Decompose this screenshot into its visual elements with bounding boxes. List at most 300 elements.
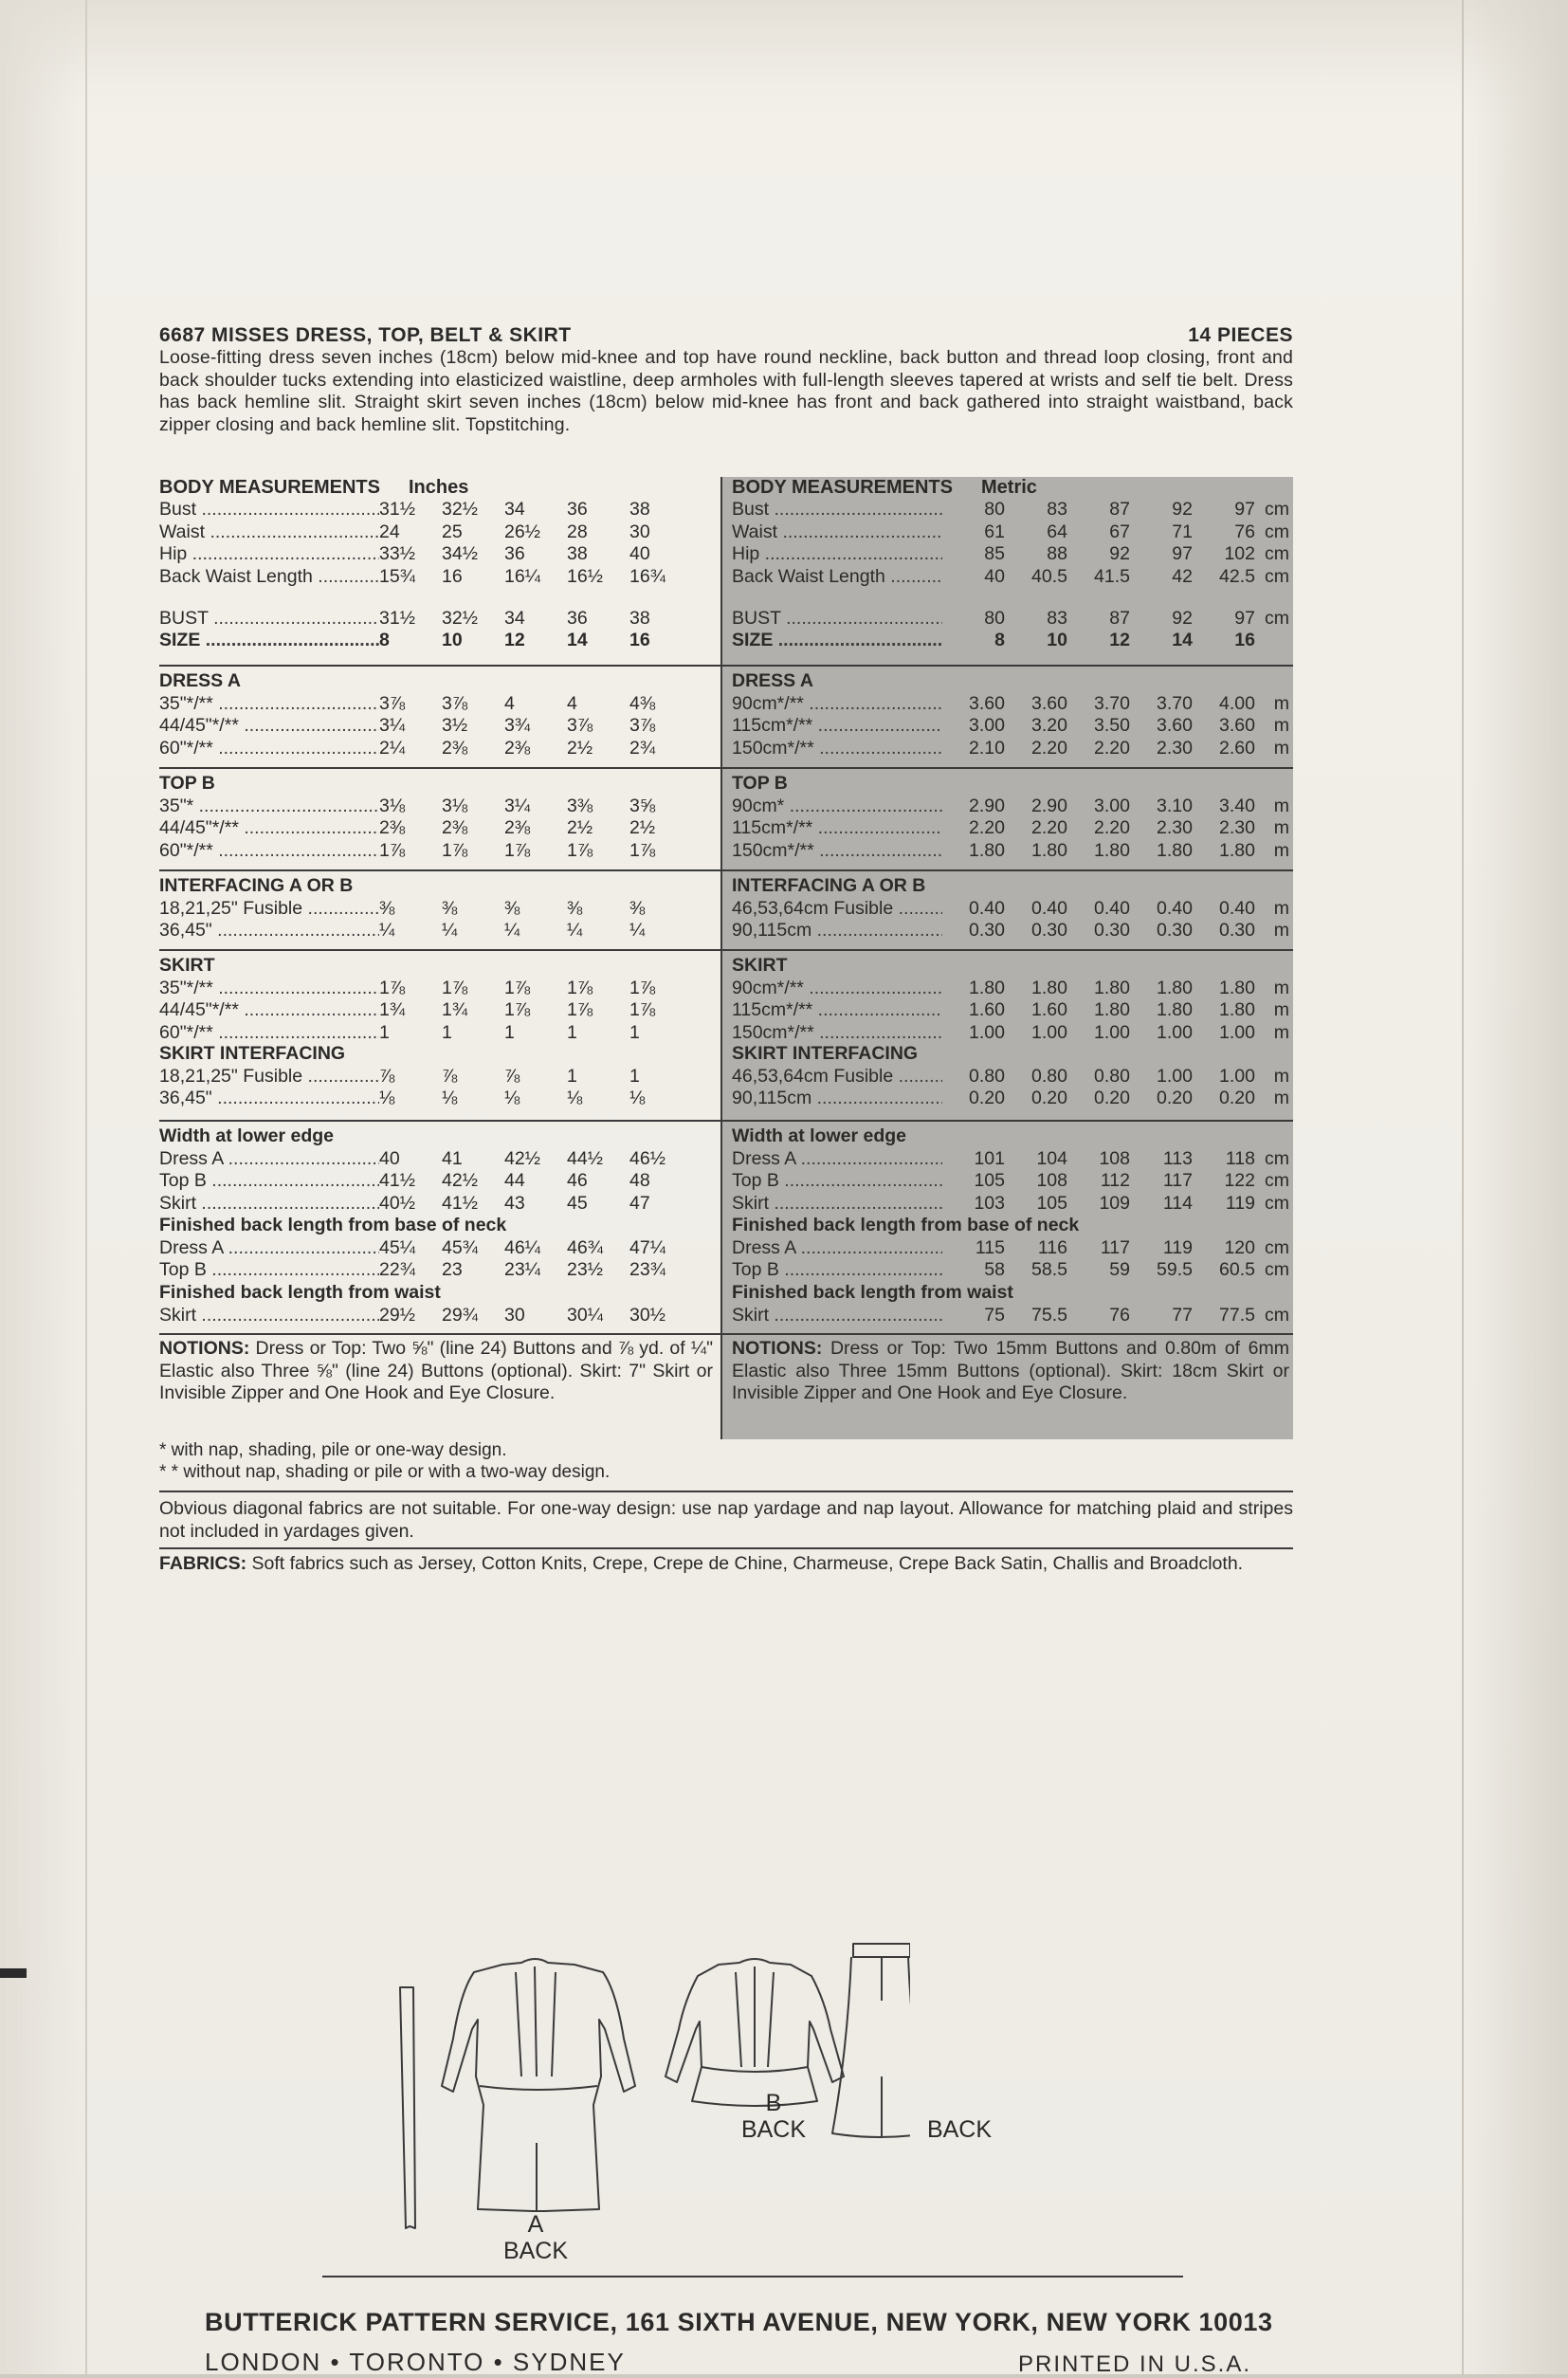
size-value: ¼ bbox=[567, 920, 583, 941]
size-value: 1 bbox=[567, 1065, 577, 1087]
size-value: 3.70 bbox=[1157, 692, 1193, 714]
table-row bbox=[159, 543, 719, 566]
size-value: 92 bbox=[1109, 543, 1130, 564]
size-value: ⅛ bbox=[442, 1088, 458, 1108]
size-value: 0.40 bbox=[969, 897, 1005, 919]
section-top-b bbox=[159, 773, 719, 862]
group-heading-row bbox=[159, 875, 719, 898]
group-heading-row bbox=[159, 1125, 719, 1148]
size-value: 3.60 bbox=[969, 692, 1005, 714]
size-value: 46¼ bbox=[504, 1236, 540, 1258]
unit-label: m bbox=[1273, 1021, 1289, 1043]
table-row bbox=[732, 817, 1289, 840]
size-value: ⅞ bbox=[379, 1065, 395, 1087]
group-heading: SKIRT INTERFACING bbox=[732, 1043, 919, 1064]
group-heading-row bbox=[159, 1215, 719, 1237]
size-value: 1.60 bbox=[1031, 999, 1067, 1020]
size-value: 1.00 bbox=[1219, 1021, 1255, 1043]
row-label: BUST ..... bbox=[159, 608, 379, 631]
size-value: 25 bbox=[442, 521, 463, 542]
table-row bbox=[732, 608, 1289, 631]
size-value: 3⅛ bbox=[442, 795, 468, 816]
label-b-back: BACK bbox=[740, 2116, 807, 2143]
table-heading-row bbox=[159, 477, 719, 500]
printed-in: PRINTED IN U.S.A. bbox=[1018, 2351, 1252, 2377]
size-value: 0.20 bbox=[1157, 1088, 1193, 1108]
size-value: 3⅞ bbox=[379, 692, 406, 714]
section-skirt-interfacing bbox=[159, 1043, 719, 1110]
row-label: Top B ..... bbox=[159, 1170, 379, 1193]
section-bust bbox=[159, 608, 719, 631]
size-value: 76 bbox=[1234, 521, 1255, 542]
group-heading: DRESS A bbox=[159, 670, 241, 691]
group-heading-row bbox=[159, 773, 719, 796]
unit-label: cm bbox=[1265, 1304, 1289, 1326]
size-value: 23 bbox=[442, 1259, 463, 1280]
size-value: 45 bbox=[567, 1192, 588, 1214]
notions-text: Dress or Top: Two 15mm Buttons and 0.80m of 6mm Elastic also Three 15mm Buttons (optional). Skirt: 18cm Skirt or Invisible Zipper and One Hook and Eye Closure. bbox=[732, 1338, 1289, 1403]
row-values bbox=[942, 1170, 1265, 1193]
row-label: 90cm* ..... bbox=[732, 796, 942, 818]
size-value: 88 bbox=[1047, 543, 1067, 564]
size-value: 2⅜ bbox=[442, 737, 468, 759]
unit-label: cm bbox=[1265, 1170, 1289, 1191]
size-value: 1.00 bbox=[1157, 1065, 1193, 1087]
footer-rule bbox=[322, 2276, 1183, 2277]
table-row bbox=[159, 978, 719, 1000]
size-value: 120 bbox=[1224, 1236, 1255, 1258]
row-label: Bust ..... bbox=[159, 499, 379, 521]
size-value: 4 bbox=[567, 692, 577, 714]
back-view-illustrations bbox=[379, 1934, 910, 2276]
size-value: 46½ bbox=[629, 1147, 665, 1169]
group-heading-row bbox=[732, 1043, 1289, 1066]
size-value: 15¾ bbox=[379, 565, 415, 587]
size-value: 3¾ bbox=[504, 715, 531, 736]
table-row bbox=[732, 521, 1289, 544]
row-label: SIZE ..... bbox=[159, 630, 379, 652]
row-values bbox=[379, 693, 719, 716]
row-values bbox=[942, 1022, 1265, 1045]
label-b bbox=[717, 2090, 830, 2143]
size-value: 117 bbox=[1162, 1170, 1193, 1191]
row-label: Top B ..... bbox=[732, 1259, 942, 1282]
label-skirt-back: BACK bbox=[926, 2116, 993, 2143]
row-label: Waist ..... bbox=[159, 521, 379, 544]
size-value: 16½ bbox=[567, 565, 603, 587]
size-value: 59.5 bbox=[1157, 1259, 1193, 1280]
row-label: 115cm*/** ..... bbox=[732, 999, 942, 1022]
size-value: 4.00 bbox=[1219, 692, 1255, 714]
size-value: ⅛ bbox=[629, 1088, 646, 1108]
pattern-description: Loose-fitting dress seven inches (18cm) below mid-knee and top have round neckline, back button and thread loop closing, front and back shoulder tucks extending into elasticized waistline, deep armholes with full-length sleeves tapered at wrists and self tie belt. Dress has back hemline slit. Straight skirt seven inches (18cm) below mid-knee has front and back gathered into straight waistband, back zipper closing and back hemline slit. Topstitching. bbox=[159, 347, 1293, 435]
row-values bbox=[379, 999, 719, 1022]
table-row bbox=[159, 817, 719, 840]
section-back-neck bbox=[732, 1215, 1289, 1282]
size-value: 2.10 bbox=[969, 737, 1005, 759]
row-label: Skirt ..... bbox=[732, 1305, 942, 1327]
unit-label: cm bbox=[1265, 521, 1289, 542]
size-value: 45¾ bbox=[442, 1236, 478, 1258]
size-value: 3⅛ bbox=[379, 795, 406, 816]
section-divider bbox=[159, 1120, 1293, 1122]
size-value: 41½ bbox=[442, 1192, 478, 1214]
size-value: 0.30 bbox=[1031, 920, 1067, 941]
size-value: 41.5 bbox=[1094, 565, 1130, 587]
row-values bbox=[942, 999, 1265, 1022]
row-values bbox=[942, 521, 1265, 544]
table-row bbox=[732, 1088, 1289, 1110]
size-value: 22¾ bbox=[379, 1259, 415, 1280]
row-values bbox=[379, 1066, 719, 1088]
unit-label: m bbox=[1273, 977, 1289, 998]
size-value: 0.40 bbox=[1094, 897, 1130, 919]
size-value: 2¾ bbox=[629, 737, 656, 759]
size-value: 1.60 bbox=[969, 999, 1005, 1020]
size-value: 1.80 bbox=[1094, 839, 1130, 861]
size-value: 3.50 bbox=[1094, 715, 1130, 736]
size-value: 0.30 bbox=[1219, 920, 1255, 941]
notions-metric bbox=[732, 1338, 1289, 1405]
section-divider bbox=[159, 869, 1293, 871]
row-label: SIZE ..... bbox=[732, 630, 942, 652]
table-row bbox=[732, 499, 1289, 521]
row-values bbox=[942, 978, 1265, 1000]
table-row bbox=[732, 1259, 1289, 1282]
row-values bbox=[942, 630, 1265, 652]
group-heading: TOP B bbox=[159, 773, 215, 794]
size-value: ⅜ bbox=[629, 897, 646, 919]
row-values bbox=[942, 1148, 1265, 1171]
group-heading: TOP B bbox=[732, 773, 788, 794]
pieces-count: 14 PIECES bbox=[1188, 324, 1293, 346]
size-value: 1⅞ bbox=[379, 839, 406, 861]
size-value: 42½ bbox=[504, 1147, 540, 1169]
group-heading-row bbox=[732, 670, 1289, 693]
size-value: 42.5 bbox=[1219, 565, 1255, 587]
size-value: 23¾ bbox=[629, 1259, 665, 1280]
row-values bbox=[379, 1237, 719, 1260]
pattern-title: 6687 MISSES DRESS, TOP, BELT & SKIRT bbox=[159, 324, 572, 346]
row-values bbox=[379, 499, 719, 521]
row-label: Top B ..... bbox=[159, 1259, 379, 1282]
row-label: 90cm*/** ..... bbox=[732, 978, 942, 1000]
size-value: 2½ bbox=[629, 817, 656, 838]
size-value: 2.20 bbox=[969, 817, 1005, 838]
row-label: 36,45" ..... bbox=[159, 920, 379, 942]
size-value: 0.30 bbox=[969, 920, 1005, 941]
row-label: Top B ..... bbox=[732, 1170, 942, 1193]
yardage-chart bbox=[159, 477, 1293, 1439]
section-back-neck bbox=[159, 1215, 719, 1282]
size-value: 2.20 bbox=[1031, 817, 1067, 838]
size-value: 1 bbox=[442, 1021, 452, 1043]
notions-text: Dress or Top: Two ⅝" (line 24) Buttons and ⅞ yd. of ¼" Elastic also Three ⅝" (line 24) Buttons (optional). Skirt: 7" Skirt or Invisible Zipper and One Hook and Eye Closure. bbox=[159, 1338, 714, 1403]
row-values bbox=[942, 796, 1265, 818]
size-value: 2.20 bbox=[1094, 737, 1130, 759]
table-row bbox=[159, 1259, 719, 1282]
size-value: 1.00 bbox=[1094, 1021, 1130, 1043]
size-value: 33½ bbox=[379, 543, 415, 564]
row-label: Dress A ..... bbox=[732, 1237, 942, 1260]
unit-label: m bbox=[1273, 999, 1289, 1020]
size-value: 1.00 bbox=[1157, 1021, 1193, 1043]
size-value: 117 bbox=[1100, 1236, 1130, 1258]
size-value: 8 bbox=[994, 630, 1005, 650]
section-heading bbox=[732, 477, 1289, 500]
row-values bbox=[942, 1237, 1265, 1260]
row-label: 18,21,25" Fusible ..... bbox=[159, 898, 379, 921]
size-value: 4⅜ bbox=[629, 692, 656, 714]
size-value: 46 bbox=[567, 1170, 588, 1191]
size-value: 97 bbox=[1234, 499, 1255, 520]
unit-label: m bbox=[1273, 920, 1289, 941]
row-values bbox=[942, 1259, 1265, 1282]
unit-label: cm bbox=[1265, 608, 1289, 629]
size-value: 1.80 bbox=[1094, 977, 1130, 998]
row-values bbox=[942, 898, 1265, 921]
table-row bbox=[159, 999, 719, 1022]
size-value: 108 bbox=[1036, 1170, 1067, 1191]
size-value: 2¼ bbox=[379, 737, 406, 759]
size-value: 45¼ bbox=[379, 1236, 415, 1258]
row-label: 46,53,64cm Fusible ..... bbox=[732, 898, 942, 921]
table-row bbox=[732, 715, 1289, 738]
table-row bbox=[159, 1022, 719, 1045]
row-values bbox=[942, 608, 1265, 631]
row-label: Skirt ..... bbox=[159, 1193, 379, 1216]
row-label: 60"*/** ..... bbox=[159, 840, 379, 863]
table-row bbox=[159, 521, 719, 544]
size-value: 104 bbox=[1036, 1147, 1067, 1169]
size-value: 92 bbox=[1172, 608, 1193, 629]
size-value: 1.80 bbox=[1219, 999, 1255, 1020]
size-value: 40 bbox=[379, 1147, 400, 1169]
size-value: 92 bbox=[1172, 499, 1193, 520]
row-values bbox=[379, 817, 719, 840]
table-row bbox=[732, 1066, 1289, 1088]
size-value: 4 bbox=[504, 692, 515, 714]
section-body bbox=[732, 499, 1289, 588]
label-b-letter: B bbox=[765, 2090, 782, 2116]
section-divider bbox=[159, 767, 1293, 769]
label-a bbox=[479, 2211, 593, 2264]
table-row bbox=[732, 840, 1289, 863]
table-row bbox=[159, 840, 719, 863]
size-value: 1.80 bbox=[1157, 977, 1193, 998]
size-value: 0.80 bbox=[1094, 1065, 1130, 1087]
row-label: 90,115cm ..... bbox=[732, 920, 942, 942]
row-label: Hip ..... bbox=[159, 543, 379, 566]
size-value: 0.40 bbox=[1031, 897, 1067, 919]
group-heading: Width at lower edge bbox=[732, 1125, 907, 1146]
size-value: 1.80 bbox=[1219, 977, 1255, 998]
row-values bbox=[379, 1170, 719, 1193]
unit-label: m bbox=[1273, 1065, 1289, 1087]
group-heading-row bbox=[159, 1282, 719, 1305]
size-value: 32½ bbox=[442, 608, 478, 629]
row-values bbox=[942, 840, 1265, 863]
size-value: 1.80 bbox=[1031, 839, 1067, 861]
size-value: 61 bbox=[984, 521, 1005, 542]
size-value: 0.40 bbox=[1219, 897, 1255, 919]
fabrics-note bbox=[159, 1553, 1293, 1576]
unit-label: m bbox=[1273, 839, 1289, 861]
table-row bbox=[159, 693, 719, 716]
table-row bbox=[732, 796, 1289, 818]
size-value: 14 bbox=[1172, 630, 1193, 650]
table-heading: BODY MEASUREMENTS bbox=[732, 477, 953, 498]
size-value: 29¾ bbox=[442, 1304, 478, 1326]
row-values bbox=[379, 543, 719, 566]
size-value: 32½ bbox=[442, 499, 478, 520]
size-value: 3.20 bbox=[1031, 715, 1067, 736]
size-value: 2.30 bbox=[1157, 817, 1193, 838]
size-value: 0.30 bbox=[1157, 920, 1193, 941]
group-heading-row bbox=[732, 773, 1289, 796]
size-value: 12 bbox=[1109, 630, 1130, 650]
table-row bbox=[159, 566, 719, 589]
unit-label: cm bbox=[1265, 1259, 1289, 1280]
size-value: 101 bbox=[974, 1147, 1005, 1169]
size-value: 1.00 bbox=[1219, 1065, 1255, 1087]
size-value: 3.70 bbox=[1094, 692, 1130, 714]
row-label: Skirt ..... bbox=[159, 1305, 379, 1327]
row-values bbox=[379, 630, 719, 652]
size-value: 114 bbox=[1162, 1192, 1193, 1214]
row-label: 90cm*/** ..... bbox=[732, 693, 942, 716]
row-label: 90,115cm ..... bbox=[732, 1088, 942, 1110]
size-value: 2.30 bbox=[1219, 817, 1255, 838]
size-value: 109 bbox=[1099, 1192, 1130, 1214]
size-value: 58.5 bbox=[1031, 1259, 1067, 1280]
row-label: 115cm*/** ..... bbox=[732, 817, 942, 840]
size-value: 12 bbox=[504, 630, 525, 650]
size-value: 1.80 bbox=[1219, 839, 1255, 861]
row-label: Bust ..... bbox=[732, 499, 942, 521]
table-row bbox=[159, 1237, 719, 1260]
size-value: 30¼ bbox=[567, 1304, 603, 1326]
size-value: 77.5 bbox=[1219, 1304, 1255, 1326]
size-value: 47¼ bbox=[629, 1236, 665, 1258]
size-value: 59 bbox=[1109, 1259, 1130, 1280]
row-values bbox=[942, 1088, 1265, 1110]
size-value: 41 bbox=[442, 1147, 463, 1169]
notions-label: NOTIONS: bbox=[732, 1338, 823, 1359]
row-values bbox=[379, 840, 719, 863]
table-row bbox=[732, 738, 1289, 760]
size-value: 14 bbox=[567, 630, 588, 650]
publisher-cities: LONDON • TORONTO • SYDNEY bbox=[205, 2348, 626, 2376]
size-value: ⅜ bbox=[504, 897, 520, 919]
size-value: 1.80 bbox=[1157, 839, 1193, 861]
size-value: 26½ bbox=[504, 521, 540, 542]
size-value: 2⅜ bbox=[504, 737, 531, 759]
table-row bbox=[732, 693, 1289, 716]
section-size bbox=[159, 630, 719, 652]
size-value: 1.80 bbox=[1094, 999, 1130, 1020]
size-value: ¼ bbox=[504, 920, 520, 941]
size-value: 3⅝ bbox=[629, 795, 656, 816]
row-values bbox=[942, 543, 1265, 566]
fabrics-text: Soft fabrics such as Jersey, Cotton Knits, Crepe, Crepe de Chine, Charmeuse, Crepe Back Satin, Challis and Broadcloth. bbox=[251, 1553, 1244, 1574]
size-value: 75.5 bbox=[1031, 1304, 1067, 1326]
row-values bbox=[942, 693, 1265, 716]
size-value: ⅞ bbox=[442, 1065, 458, 1087]
row-label: 44/45"*/** ..... bbox=[159, 999, 379, 1022]
section-bust bbox=[732, 608, 1289, 631]
publisher-address: BUTTERICK PATTERN SERVICE, 161 SIXTH AVENUE, NEW YORK, NEW YORK 10013 bbox=[205, 2308, 1273, 2336]
row-label: Back Waist Length ..... bbox=[159, 566, 379, 589]
unit-label: m bbox=[1273, 715, 1289, 736]
unit-label: m bbox=[1273, 1088, 1289, 1108]
size-value: 1.80 bbox=[969, 839, 1005, 861]
footnote-with-nap: * with nap, shading, pile or one-way design. bbox=[159, 1440, 507, 1460]
row-values bbox=[379, 608, 719, 631]
row-values bbox=[379, 796, 719, 818]
size-value: 105 bbox=[974, 1170, 1005, 1191]
table-row bbox=[732, 920, 1289, 942]
size-value: 16 bbox=[629, 630, 650, 650]
skirt-back-illustration bbox=[832, 1944, 910, 2137]
unit-heading: Metric bbox=[981, 477, 1037, 498]
row-label: Skirt ..... bbox=[732, 1193, 942, 1216]
notions-label: NOTIONS: bbox=[159, 1338, 250, 1359]
size-value: 3¼ bbox=[379, 715, 406, 736]
size-value: 3.00 bbox=[1094, 795, 1130, 816]
fabrics-label: FABRICS: bbox=[159, 1553, 247, 1574]
size-value: 77 bbox=[1172, 1304, 1193, 1326]
group-heading-row bbox=[732, 1125, 1289, 1148]
divider bbox=[159, 1547, 1293, 1549]
size-value: 115 bbox=[975, 1236, 1005, 1258]
row-label: Dress A ..... bbox=[159, 1237, 379, 1260]
row-label: Waist ..... bbox=[732, 521, 942, 544]
row-label: 60"*/** ..... bbox=[159, 1022, 379, 1045]
size-value: 83 bbox=[1047, 499, 1067, 520]
size-value: 0.20 bbox=[969, 1088, 1005, 1108]
unit-label: cm bbox=[1265, 499, 1289, 520]
group-heading: Finished back length from waist bbox=[159, 1282, 441, 1303]
size-value: 1⅞ bbox=[504, 977, 531, 998]
unit-label: m bbox=[1273, 795, 1289, 816]
group-heading: INTERFACING A OR B bbox=[732, 875, 926, 896]
size-value: 87 bbox=[1109, 499, 1130, 520]
size-value: 1 bbox=[567, 1021, 577, 1043]
size-value: 40 bbox=[629, 543, 650, 564]
size-value: 1⅞ bbox=[629, 977, 656, 998]
size-value: 40½ bbox=[379, 1192, 415, 1214]
size-value: 47 bbox=[629, 1192, 650, 1214]
row-values bbox=[942, 817, 1265, 840]
size-value: 1⅞ bbox=[442, 977, 468, 998]
size-value: 34½ bbox=[442, 543, 478, 564]
row-values bbox=[942, 566, 1265, 589]
label-a-letter: A bbox=[527, 2211, 544, 2238]
size-value: 29½ bbox=[379, 1304, 415, 1326]
row-label: 35"*/** ..... bbox=[159, 978, 379, 1000]
envelope-fold-right bbox=[1462, 0, 1568, 2374]
section-divider bbox=[159, 949, 1293, 951]
size-value: 10 bbox=[1047, 630, 1067, 650]
size-value: 64 bbox=[1047, 521, 1067, 542]
size-value: 1⅞ bbox=[379, 977, 406, 998]
size-value: ⅛ bbox=[504, 1088, 520, 1108]
size-value: 42 bbox=[1172, 565, 1193, 587]
size-value: 3⅞ bbox=[629, 715, 656, 736]
size-value: 2.90 bbox=[1031, 795, 1067, 816]
group-heading-row bbox=[732, 1282, 1289, 1305]
